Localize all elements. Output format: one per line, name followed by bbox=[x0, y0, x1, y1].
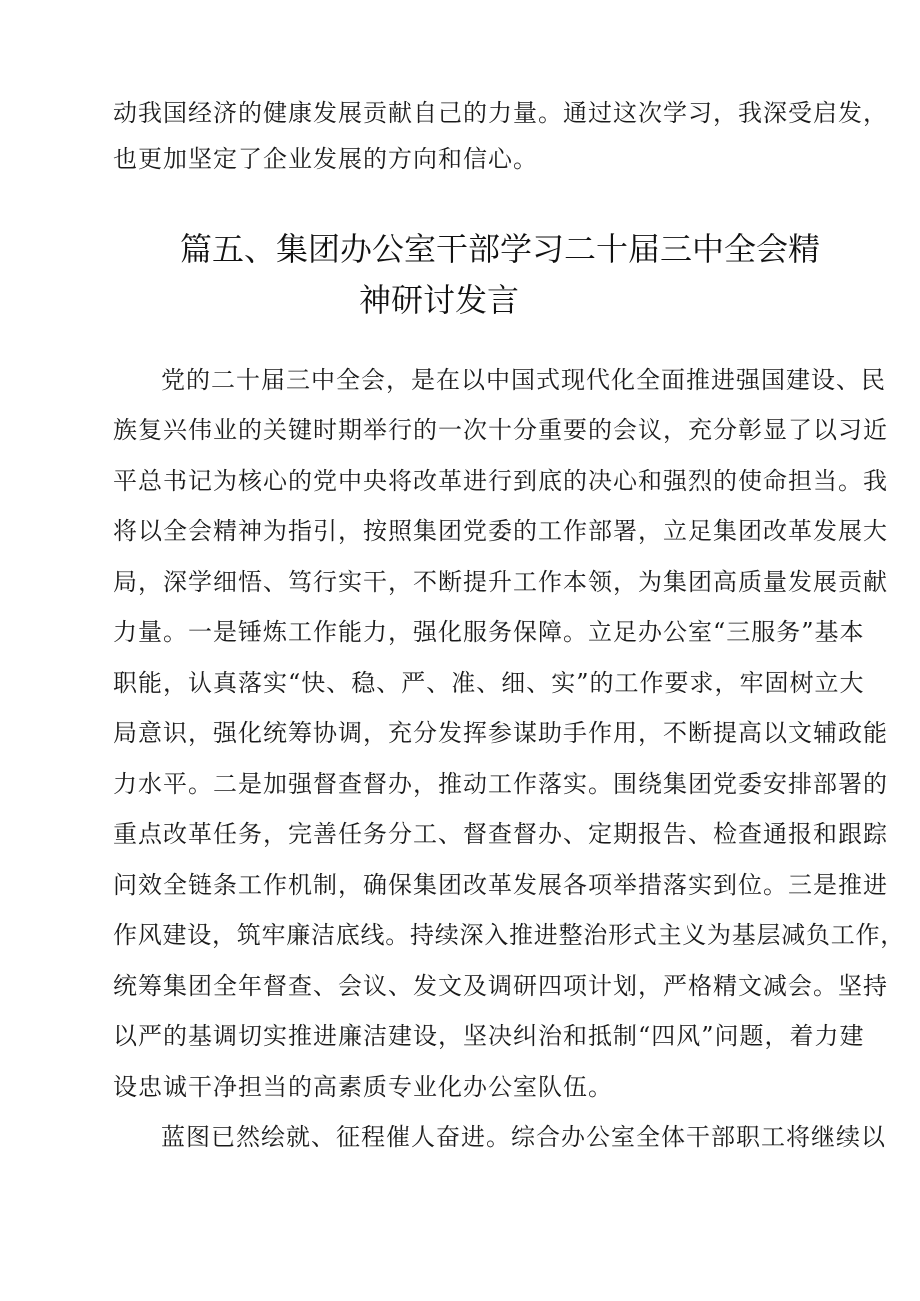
body-line-4: 将以全会精神为指引，按照集团党委的工作部署，立足集团改革发展大 bbox=[113, 517, 888, 545]
body-line-16: 蓝图已然绘就、征程催人奋进。综合办公室全体干部职工将继续以 bbox=[161, 1123, 886, 1151]
body-line-12: 作风建设，筑牢廉洁底线。持续深入推进整治形式主义为基层减负工作， bbox=[113, 921, 905, 949]
body-line-13: 统筹集团全年督查、会议、发文及调研四项计划，严格精文减会。坚持 bbox=[113, 972, 888, 1000]
body-line-10: 重点改革任务，完善任务分工、督查督办、定期报告、检查通报和跟踪 bbox=[113, 820, 888, 848]
body-line-11: 问效全链条工作机制，确保集团改革发展各项举措落实到位。三是推进 bbox=[113, 871, 888, 899]
body-line-5: 局，深学细悟、笃行实干，不断提升工作本领，为集团高质量发展贡献 bbox=[113, 568, 888, 596]
intro-line-1: 动我国经济的健康发展贡献自己的力量。通过这次学习，我深受启发， bbox=[113, 99, 888, 127]
intro-line-2: 也更加坚定了企业发展的方向和信心。 bbox=[113, 145, 538, 173]
body-line-6: 力量。一是锤炼工作能力，强化服务保障。立足办公室“三服务”基本 bbox=[113, 618, 865, 646]
body-line-1: 党的二十届三中全会，是在以中国式现代化全面推进强国建设、民 bbox=[161, 366, 886, 394]
section-title-line-2: 神研讨发言 bbox=[359, 281, 520, 319]
body-line-3: 平总书记为核心的党中央将改革进行到底的决心和强烈的使命担当。我 bbox=[113, 467, 888, 495]
section-title-line-1: 篇五、集团办公室干部学习二十届三中全会精 bbox=[180, 230, 821, 268]
body-line-9: 力水平。二是加强督查督办，推动工作落实。围绕集团党委安排部署的 bbox=[113, 770, 888, 798]
body-line-2: 族复兴伟业的关键时期举行的一次十分重要的会议，充分彰显了以习近 bbox=[113, 416, 888, 444]
body-line-15: 设忠诚干净担当的高素质专业化办公室队伍。 bbox=[113, 1073, 613, 1101]
body-line-14: 以严的基调切实推进廉洁建设，坚决纠治和抵制“四风”问题，着力建 bbox=[113, 1022, 865, 1050]
body-line-7: 职能，认真落实“快、稳、严、准、细、实”的工作要求，牢固树立大 bbox=[113, 669, 865, 697]
body-line-8: 局意识，强化统筹协调，充分发挥参谋助手作用，不断提高以文辅政能 bbox=[113, 719, 888, 747]
